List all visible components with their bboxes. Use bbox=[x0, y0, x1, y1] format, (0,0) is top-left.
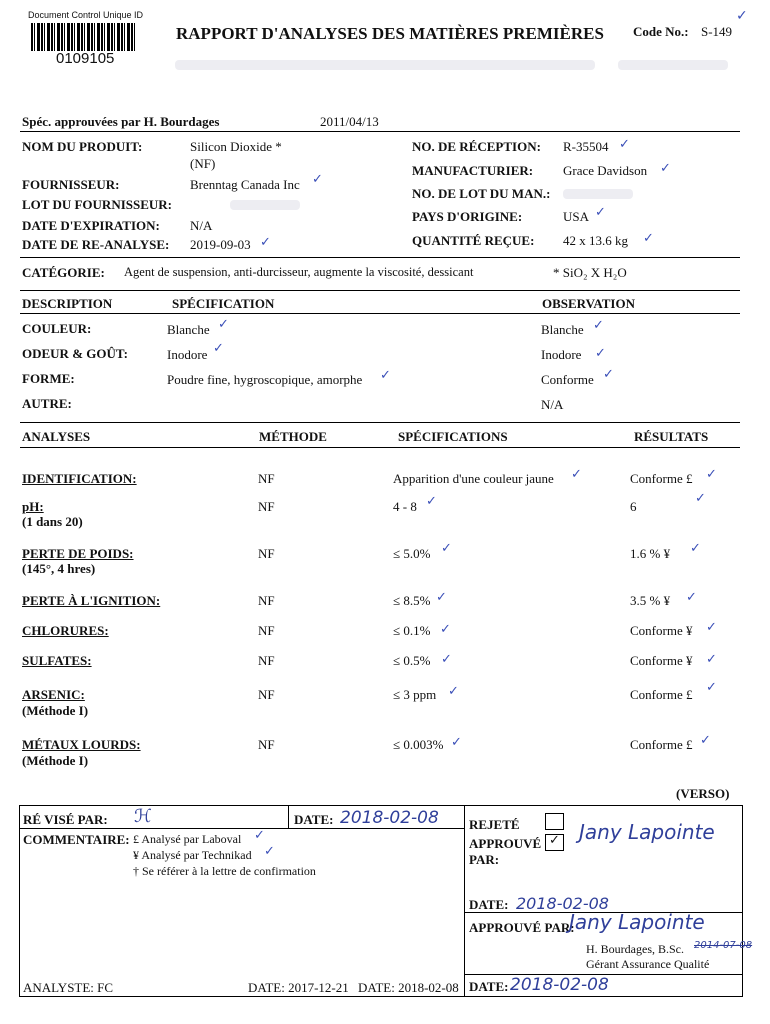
color-observation: Blanche bbox=[541, 322, 584, 337]
redacted-area bbox=[175, 60, 595, 70]
revised-by-signature: ℋ bbox=[134, 806, 152, 827]
check-mark: ✓ bbox=[218, 317, 229, 332]
check-mark: ✓ bbox=[700, 733, 711, 748]
approver-signature: Jany Lapointe bbox=[579, 820, 715, 844]
par-label: PAR: bbox=[469, 852, 500, 867]
check-mark: ✓ bbox=[441, 652, 452, 667]
odor-observation: Inodore bbox=[541, 347, 582, 362]
test-name: MÉTAUX LOURDS: bbox=[22, 737, 141, 752]
check-mark: ✓ bbox=[436, 590, 447, 605]
test-spec: ≤ 0.003% bbox=[393, 737, 444, 752]
check-mark: ✓ bbox=[448, 684, 459, 699]
date3-handwritten: 2018-02-08 bbox=[510, 975, 609, 995]
test-result: Conforme £ bbox=[630, 737, 693, 752]
test-condition: (Méthode I) bbox=[22, 753, 89, 768]
code-label: Code No.: bbox=[633, 24, 689, 39]
check-mark: ✓ bbox=[686, 590, 697, 605]
test-spec: ≤ 3 ppm bbox=[393, 687, 437, 702]
check-mark: ✓ bbox=[603, 367, 614, 382]
results-header: RÉSULTATS bbox=[634, 429, 709, 444]
test-method: NF bbox=[258, 546, 275, 561]
approved-by-label: APPROUVÉ PAR: bbox=[469, 920, 575, 935]
comment-line: £ Analysé par Laboval bbox=[133, 832, 242, 846]
test-name: IDENTIFICATION: bbox=[22, 471, 137, 486]
comment-line: † Se référer à la lettre de confirmation bbox=[133, 864, 316, 878]
check-mark: ✓ bbox=[264, 844, 275, 859]
color-spec: Blanche bbox=[167, 322, 210, 337]
check-mark: ✓ bbox=[380, 368, 391, 383]
test-name: SULFATES: bbox=[22, 653, 92, 668]
check-mark: ✓ bbox=[426, 494, 437, 509]
barcode-number: 0109105 bbox=[56, 50, 115, 67]
method-header: MÉTHODE bbox=[259, 429, 327, 444]
check-mark: ✓ bbox=[706, 680, 717, 695]
test-spec: ≤ 8.5% bbox=[393, 593, 431, 608]
manager-struck-date: 2014-07-08 bbox=[694, 940, 753, 951]
reanalysis-label: DATE DE RE-ANALYSE: bbox=[22, 237, 170, 252]
form-observation: Conforme bbox=[541, 372, 594, 387]
divider bbox=[464, 805, 465, 996]
test-spec: Apparition d'une couleur jaune bbox=[393, 471, 554, 486]
category-label: CATÉGORIE: bbox=[22, 265, 105, 280]
test-spec: 4 - 8 bbox=[393, 499, 417, 514]
expiry-label: DATE D'EXPIRATION: bbox=[22, 218, 160, 233]
man-lot-label: NO. DE LOT DU MAN.: bbox=[412, 186, 551, 201]
supplier-lot-label: LOT DU FOURNISSEUR: bbox=[22, 197, 173, 212]
test-result: 3.5 % ¥ bbox=[630, 593, 671, 608]
product-name-label: NOM DU PRODUIT: bbox=[22, 139, 143, 154]
manager-title: Gérant Assurance Qualité bbox=[586, 957, 710, 971]
test-condition: (1 dans 20) bbox=[22, 514, 83, 529]
date2-label: DATE: bbox=[469, 897, 509, 912]
check-mark: ✓ bbox=[660, 161, 671, 176]
comment-label: COMMENTAIRE: bbox=[23, 832, 130, 847]
date2-handwritten: 2018-02-08 bbox=[516, 894, 609, 913]
check-mark: ✓ bbox=[593, 318, 604, 333]
analyst-label: ANALYSTE: FC bbox=[23, 980, 114, 995]
reception-value: R-35504 bbox=[563, 139, 609, 154]
manufacturer-label: MANUFACTURIER: bbox=[412, 163, 534, 178]
check-mark: ✓ bbox=[312, 172, 323, 187]
odor-label: ODEUR & GOÛT: bbox=[22, 346, 128, 361]
test-spec: ≤ 0.1% bbox=[393, 623, 431, 638]
check-mark: ✓ bbox=[451, 735, 462, 750]
rejected-label: REJETÉ bbox=[469, 817, 520, 832]
spec-approved-label: Spéc. approuvées par H. Bourdages bbox=[22, 114, 220, 129]
test-method: NF bbox=[258, 471, 275, 486]
test-result: Conforme £ bbox=[630, 471, 693, 486]
manufacturer-value: Grace Davidson bbox=[563, 163, 648, 178]
test-result: 1.6 % ¥ bbox=[630, 546, 671, 561]
quantity-value: 42 x 13.6 kg bbox=[563, 233, 628, 248]
test-name: pH: bbox=[22, 499, 44, 514]
color-label: COULEUR: bbox=[22, 321, 92, 336]
comment-line: ¥ Analysé par Technikad bbox=[133, 848, 252, 862]
test-spec: ≤ 0.5% bbox=[393, 653, 431, 668]
description-header: DESCRIPTION bbox=[22, 296, 113, 311]
approved-by-signature: Jany Lapointe bbox=[569, 910, 705, 934]
test-result: Conforme ¥ bbox=[630, 623, 693, 638]
other-observation: N/A bbox=[541, 397, 564, 412]
analyses-header: ANALYSES bbox=[22, 429, 91, 444]
check-mark: ✓ bbox=[619, 137, 630, 152]
test-method: NF bbox=[258, 593, 275, 608]
check-mark: ✓ bbox=[260, 235, 271, 250]
analyst-date-2: DATE: 2018-02-08 bbox=[358, 980, 459, 995]
observation-header: OBSERVATION bbox=[542, 296, 635, 311]
category-value: Agent de suspension, anti-durcisseur, augmente la viscosité, dessicant bbox=[124, 265, 474, 279]
test-method: NF bbox=[258, 623, 275, 638]
reanalysis-value: 2019-09-03 bbox=[190, 237, 251, 252]
divider bbox=[20, 447, 740, 448]
expiry-value: N/A bbox=[190, 218, 213, 233]
check-mark: ✓ bbox=[213, 341, 224, 356]
check-mark: ✓ bbox=[690, 541, 701, 556]
test-condition: (Méthode I) bbox=[22, 703, 89, 718]
check-mark: ✓ bbox=[706, 652, 717, 667]
test-result: Conforme ¥ bbox=[630, 653, 693, 668]
test-method: NF bbox=[258, 499, 275, 514]
test-spec: ≤ 5.0% bbox=[393, 546, 431, 561]
chemical-formula: * SiO₂ X H₂O bbox=[553, 265, 627, 280]
rejected-checkbox[interactable] bbox=[545, 813, 564, 830]
checked-mark: ✓ bbox=[549, 833, 560, 848]
check-mark: ✓ bbox=[706, 467, 717, 482]
test-result: 6 bbox=[630, 499, 637, 514]
divider bbox=[20, 257, 740, 258]
supplier-label: FOURNISSEUR: bbox=[22, 177, 120, 192]
redacted-area bbox=[618, 60, 728, 70]
date-handwritten: 2018-02-08 bbox=[340, 808, 439, 828]
check-mark: ✓ bbox=[736, 8, 748, 24]
test-name: PERTE À L'IGNITION: bbox=[22, 593, 161, 608]
divider bbox=[20, 313, 740, 314]
other-label: AUTRE: bbox=[22, 396, 72, 411]
divider bbox=[20, 422, 740, 423]
verso-label: (VERSO) bbox=[676, 786, 730, 801]
test-result: Conforme £ bbox=[630, 687, 693, 702]
test-method: NF bbox=[258, 687, 275, 702]
date3-label: DATE: bbox=[469, 979, 509, 994]
check-mark: ✓ bbox=[595, 346, 606, 361]
check-mark: ✓ bbox=[254, 828, 265, 843]
form-spec: Poudre fine, hygroscopique, amorphe bbox=[167, 372, 363, 387]
quantity-label: QUANTITÉ REÇUE: bbox=[412, 233, 535, 248]
check-mark: ✓ bbox=[595, 205, 606, 220]
origin-value: USA bbox=[563, 209, 590, 224]
odor-spec: Inodore bbox=[167, 347, 208, 362]
divider bbox=[20, 131, 740, 132]
redacted-area bbox=[230, 200, 300, 210]
divider bbox=[19, 828, 465, 829]
reception-label: NO. DE RÉCEPTION: bbox=[412, 139, 541, 154]
origin-label: PAYS D'ORIGINE: bbox=[412, 209, 523, 224]
redacted-area bbox=[563, 189, 633, 199]
check-mark: ✓ bbox=[643, 231, 654, 246]
check-mark: ✓ bbox=[440, 622, 451, 637]
divider bbox=[20, 290, 740, 291]
check-mark: ✓ bbox=[571, 467, 582, 482]
test-condition: (145°, 4 hres) bbox=[22, 561, 96, 576]
barcode bbox=[31, 23, 135, 51]
specifications-header: SPÉCIFICATIONS bbox=[398, 429, 508, 444]
approved-label: APPROUVÉ bbox=[469, 836, 542, 851]
product-name-value-2: (NF) bbox=[190, 156, 216, 171]
divider bbox=[288, 805, 289, 829]
doc-control-label: Document Control Unique ID bbox=[28, 10, 144, 20]
test-name: ARSENIC: bbox=[22, 687, 85, 702]
page-title: RAPPORT D'ANALYSES DES MATIÈRES PREMIÈRES bbox=[176, 24, 604, 43]
date-label: DATE: bbox=[294, 812, 334, 827]
test-method: NF bbox=[258, 737, 275, 752]
check-mark: ✓ bbox=[706, 620, 717, 635]
check-mark: ✓ bbox=[695, 491, 706, 506]
test-name: PERTE DE POIDS: bbox=[22, 546, 134, 561]
analyst-date: DATE: 2017-12-21 bbox=[248, 980, 349, 995]
spec-approved-date: 2011/04/13 bbox=[320, 114, 379, 129]
check-mark: ✓ bbox=[441, 541, 452, 556]
specification-header: SPÉCIFICATION bbox=[172, 296, 275, 311]
product-name-value: Silicon Dioxide * bbox=[190, 139, 282, 154]
form-label: FORME: bbox=[22, 371, 75, 386]
test-method: NF bbox=[258, 653, 275, 668]
test-name: CHLORURES: bbox=[22, 623, 109, 638]
revised-by-label: RÉ VISÉ PAR: bbox=[23, 812, 108, 827]
code-value: S-149 bbox=[701, 24, 733, 39]
manager-name: H. Bourdages, B.Sc. bbox=[586, 942, 684, 956]
supplier-value: Brenntag Canada Inc bbox=[190, 177, 300, 192]
